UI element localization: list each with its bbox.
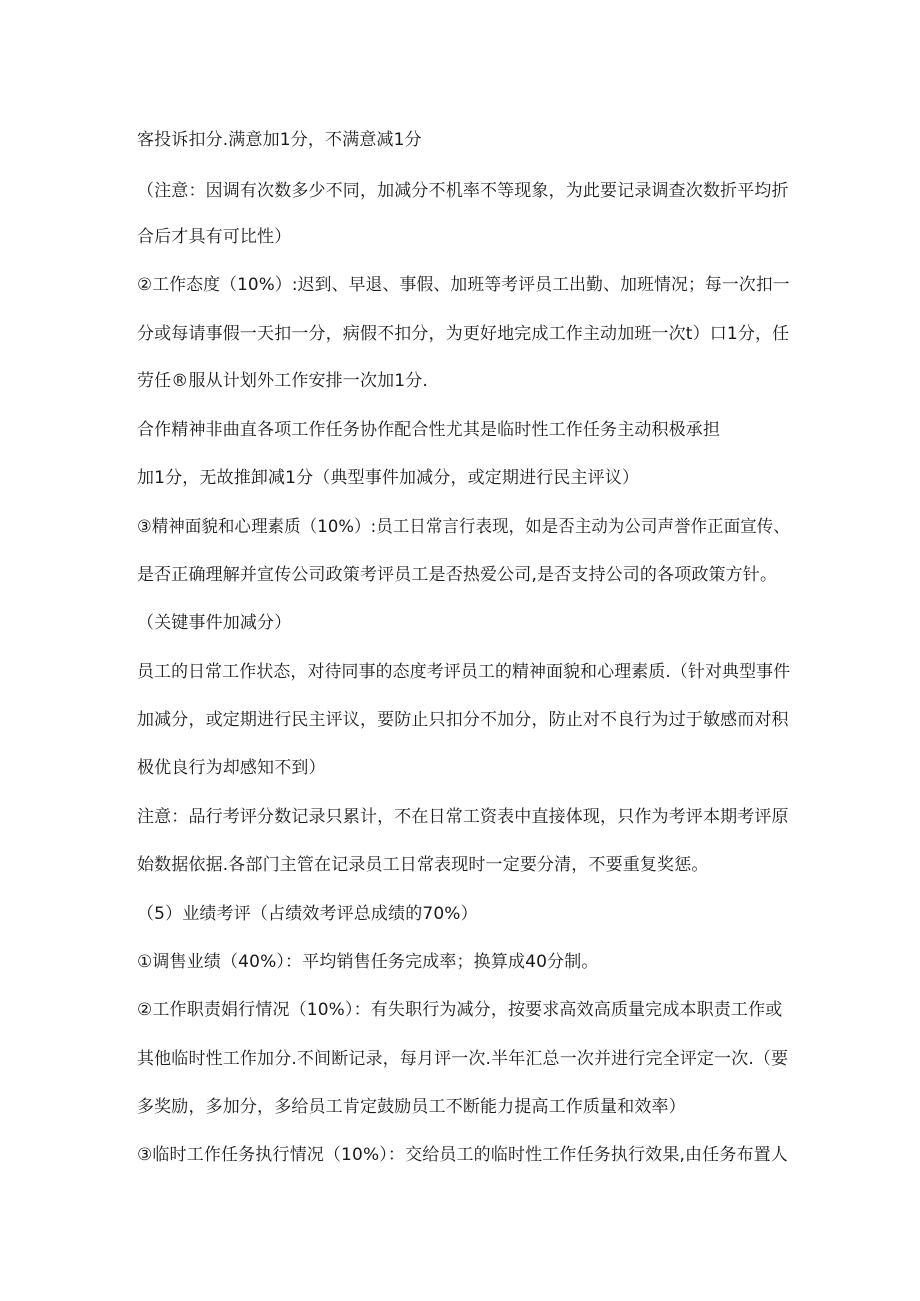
text-line: 合后才具有可比性）	[137, 227, 292, 247]
text-line: 其他临时性工作加分.不间断记录，每月评一次.半年汇总一次并进行完全评定一次.（要	[137, 1049, 789, 1069]
text-line: 注意：品行考评分数记录只累计，不在日常工资表中直接体现，只作为考评本期考评原	[137, 807, 789, 827]
text-line: 员工的日常工作状态，对待同事的态度考评员工的精神面貌和心理素质.（针对典型事件	[137, 662, 791, 682]
text-line: 极优良行为却感知不到）	[137, 758, 326, 778]
text-line: 客投诉扣分.满意加1分，不满意减1分	[137, 130, 422, 150]
text-line: 始数据依据.各部门主管在记录员工日常表现时一定要分清，不要重复奖惩。	[137, 855, 709, 875]
text-line: （5）业绩考评（占绩效考评总成绩的70%）	[137, 904, 478, 924]
text-line: （注意：因调有次数多少不同，加减分不机率不等现象，为此要记录调查次数折平均折	[137, 181, 789, 201]
text-line: （关键事件加减分）	[137, 613, 292, 633]
text-line: ①调售业绩（40%）：平均销售任务完成率；换算成40分制。	[137, 952, 599, 972]
text-line: ②工作态度（10%）:迟到、早退、事假、加班等考评员工出勤、加班情况；每一次扣一	[137, 275, 790, 295]
text-line: 加减分，或定期进行民主评议，要防止只扣分不加分，防止对不良行为过于敏感而对积	[137, 710, 789, 730]
text-line: ②工作职责娟行情况（10%）：有失职行为减分，按要求高效高质量完成本职责工作或	[137, 1000, 783, 1020]
text-line: ③临时工作任务执行情况（10%）：交给员工的临时性工作任务执行效果,由任务布置人	[137, 1145, 788, 1165]
text-line: 多奖励，多加分，多给员工肯定鼓励员工不断能力提高工作质量和效率）	[137, 1097, 686, 1117]
text-line: 分或每请事假一天扣一分，病假不扣分，为更好地完成工作主动加班一次t）口1分，任	[137, 324, 790, 344]
text-line: ③精神面貌和心理素质（10%）:员工日常言行表现，如是否主动为公司声誉作正面宣传、	[137, 517, 790, 537]
text-line: 加1分，无故推卸减1分（典型事件加减分，或定期进行民主评议）	[137, 468, 640, 488]
text-line: 劳任®服从计划外工作安排一次加1分.	[137, 371, 428, 391]
text-line: 是否正确理解并宣传公司政策考评员工是否热爱公司,是否支持公司的各项政策方针。	[137, 565, 778, 585]
text-line: 合作精神非曲直各项工作任务协作配合性尤其是临时性工作任务主动积极承担	[137, 420, 721, 440]
